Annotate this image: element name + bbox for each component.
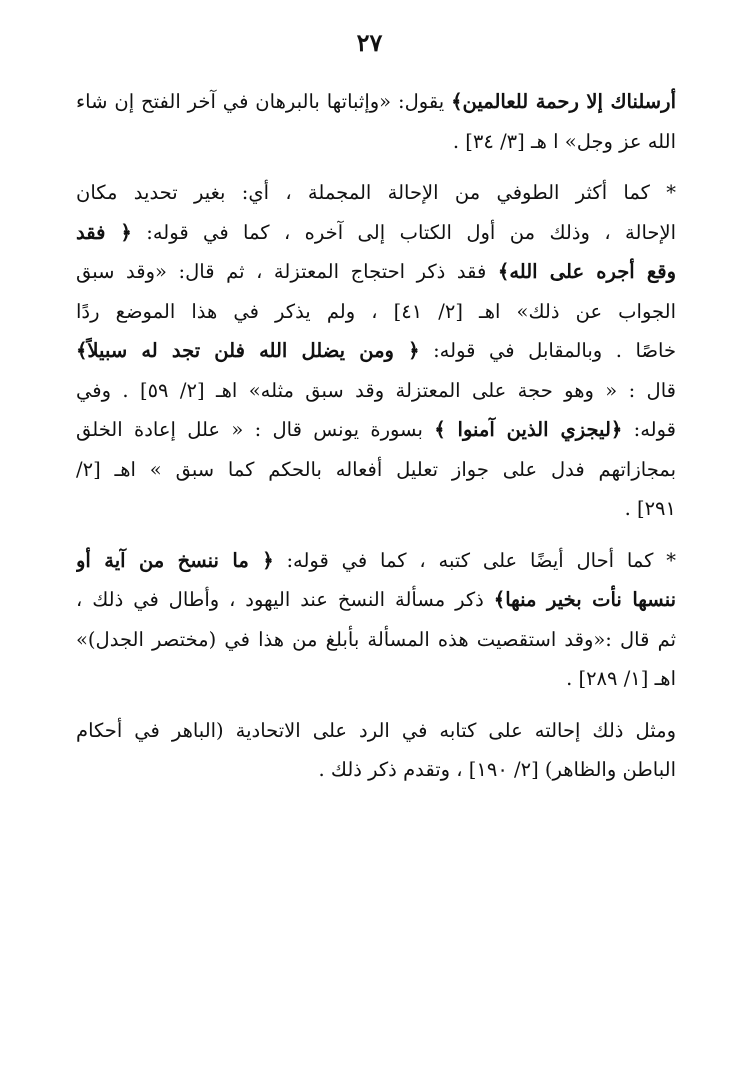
quran-quote: ﴿ فقد xyxy=(76,220,132,244)
quran-quote: ﴿ ومن يضلل الله فلن تجد له سبيلاً﴾ xyxy=(76,339,420,362)
page-body xyxy=(76,82,676,790)
text-run: ٢٩١] . xyxy=(624,497,676,520)
quran-quote: ﴿ليجزي الذين آمنوا ﴾ xyxy=(434,418,623,441)
text-line xyxy=(76,711,676,751)
text-line xyxy=(76,252,676,292)
text-line xyxy=(76,173,676,213)
quran-quote: ﴿ ما ننسخ من آية أو xyxy=(76,548,274,572)
text-run: بمجازاتهم فدل على جواز تعليل أفعاله بالحكم كما سبق » اهـ [٢/ xyxy=(76,457,676,481)
text-line xyxy=(76,450,676,490)
text-line xyxy=(76,122,676,162)
text-line xyxy=(76,371,676,411)
text-line xyxy=(76,331,676,371)
text-run: قال : « وهو حجة على المعتزلة وقد سبق مثله» اهـ [٢/ ٥٩] . وفي xyxy=(76,378,676,402)
text-run: ثم قال :«وقد استقصيت هذه المسألة بأبلغ من هذا في (مختصر الجدل)» xyxy=(76,627,676,651)
text-run: ذكر مسألة النسخ عند اليهود ، وأطال في ذلك ، xyxy=(76,588,494,611)
text-line xyxy=(76,580,676,620)
text-line xyxy=(76,620,676,660)
text-run: الإحالة ، وذلك من أول الكتاب إلى آخره ، كما في قوله: xyxy=(131,220,676,244)
text-line xyxy=(76,659,676,699)
text-line xyxy=(76,541,676,581)
text-line xyxy=(76,410,676,450)
text-run: * كما أكثر الطوفي من الإحالة المجملة ، أي: بغير تحديد مكان xyxy=(76,181,676,204)
text-run: خاصًا . وبالمقابل في قوله: xyxy=(419,339,676,362)
text-line xyxy=(76,489,676,529)
text-line xyxy=(76,82,676,122)
text-run: الباطن والظاهر) [٢/ ١٩٠] ، وتقدم ذكر ذلك . xyxy=(318,758,676,781)
text-run: يقول: «وإثباتها بالبرهان في آخر الفتح إن شاء xyxy=(76,90,452,113)
text-run: * كما أحال أيضًا على كتبه ، كما في قوله: xyxy=(273,548,676,572)
quran-quote: ننسها نأت بخير منها﴾ xyxy=(493,588,676,611)
text-run: الجواب عن ذلك» اهـ [٢/ ٤١] ، ولم يذكر في هذا الموضع ردًا xyxy=(76,299,676,323)
text-line xyxy=(76,213,676,253)
text-run: قوله: xyxy=(622,418,676,441)
paragraph-2 xyxy=(76,173,676,529)
paragraph-4 xyxy=(76,711,676,790)
paragraph-3 xyxy=(76,541,676,699)
text-run: فقد ذكر احتجاج المعتزلة ، ثم قال: «وقد سبق xyxy=(76,260,498,283)
text-run: الله عز وجل» ا هـ [٣/ ٣٤] . xyxy=(452,129,676,153)
text-line xyxy=(76,750,676,790)
quran-quote: أرسلناك إلا رحمة للعالمين﴾ xyxy=(451,90,676,113)
text-run: اهـ [١/ ٢٨٩] . xyxy=(566,667,676,690)
text-line xyxy=(76,292,676,332)
paragraph-1 xyxy=(76,82,676,161)
text-run: بسورة يونس قال : « علل إعادة الخلق xyxy=(76,418,435,441)
quran-quote: وقع أجره على الله﴾ xyxy=(497,260,676,283)
text-run: ومثل ذلك إحالته على كتابه في الرد على الاتحادية (الباهر في أحكام xyxy=(76,718,676,742)
page-number: ٢٧ xyxy=(356,28,383,57)
